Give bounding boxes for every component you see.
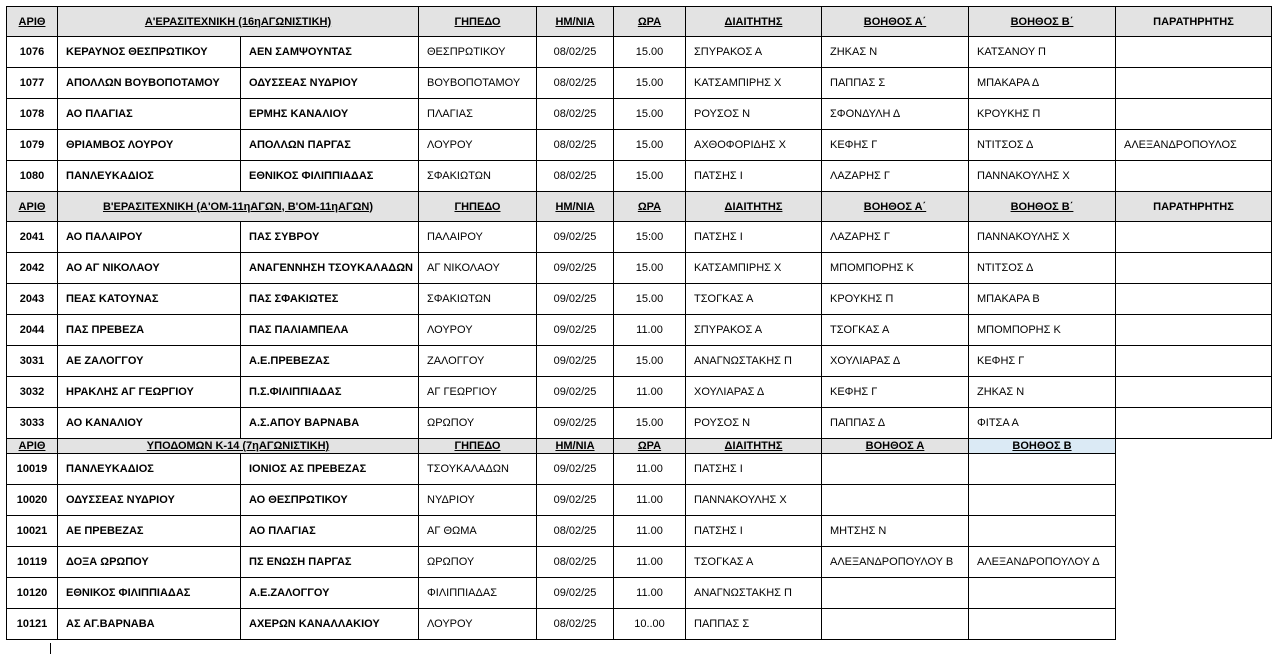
away-team-cell: ΑΟ ΘΕΣΠΡΩΤΙΚΟΥ (241, 485, 419, 516)
match-number-cell: 10119 (7, 547, 58, 578)
observer-cell (1116, 284, 1272, 315)
home-team-cell: ΑΟ ΠΛΑΓΙΑΣ (58, 99, 241, 130)
away-team-cell: ΟΔΥΣΣΕΑΣ ΝΥΔΡΙΟΥ (241, 68, 419, 99)
fixtures-table (6, 6, 1272, 640)
home-team-cell: ΑΠΟΛΛΩΝ ΒΟΥΒΟΠΟΤΑΜΟΥ (58, 68, 241, 99)
header-competition-title: ΥΠΟΔΟΜΩΝ Κ-14 (7ηΑΓΩΝΙΣΤΙΚΗ) (58, 439, 419, 454)
assistant-a-cell: ΛΑΖΑΡΗΣ Γ (822, 161, 969, 192)
match-number-cell: 1080 (7, 161, 58, 192)
header-referee: ΔΙΑΙΤΗΤΗΣ (686, 192, 822, 222)
time-cell: 15.00 (614, 161, 686, 192)
away-team-cell: ΙΟΝΙΟΣ ΑΣ ΠΡΕΒΕΖΑΣ (241, 454, 419, 485)
assistant-b-cell: ΝΤΙΤΣΟΣ Δ (969, 130, 1116, 161)
table-row (7, 578, 1272, 609)
assistant-b-cell: ΚΑΤΣΑΝΟΥ Π (969, 37, 1116, 68)
header-assistant-a: ΒΟΗΘΟΣ Α (822, 439, 969, 454)
assistant-a-cell: ΚΕΦΗΣ Γ (822, 377, 969, 408)
referee-cell: ΠΑΤΣΗΣ Ι (686, 516, 822, 547)
observer-cell (1116, 68, 1272, 99)
assistant-a-cell: ΜΠΟΜΠΟΡΗΣ Κ (822, 253, 969, 284)
venue-cell: ΑΓ ΘΩΜΑ (419, 516, 537, 547)
home-team-cell: ΠΑΝΛΕΥΚΑΔΙΟΣ (58, 161, 241, 192)
section-header-row (7, 439, 1272, 454)
referee-cell: ΑΝΑΓΝΩΣΤΑΚΗΣ Π (686, 346, 822, 377)
header-referee: ΔΙΑΙΤΗΤΗΣ (686, 7, 822, 37)
date-cell: 09/02/25 (537, 454, 614, 485)
assistant-a-cell: ΣΦΟΝΔΥΛΗ Δ (822, 99, 969, 130)
fixtures-spreadsheet (6, 6, 1272, 640)
date-cell: 09/02/25 (537, 408, 614, 439)
venue-cell: ΩΡΩΠΟΥ (419, 408, 537, 439)
assistant-b-cell: ΚΕΦΗΣ Γ (969, 346, 1116, 377)
match-number-cell: 2042 (7, 253, 58, 284)
assistant-b-cell (969, 454, 1116, 485)
venue-cell: ΣΦΑΚΙΩΤΩΝ (419, 161, 537, 192)
observer-cell (1116, 222, 1272, 253)
assistant-b-cell (969, 578, 1116, 609)
header-time: ΩΡΑ (614, 439, 686, 454)
table-row (7, 516, 1272, 547)
assistant-a-cell: ΑΛΕΞΑΝΔΡΟΠΟΥΛΟΥ Β (822, 547, 969, 578)
table-row (7, 284, 1272, 315)
assistant-b-cell (969, 516, 1116, 547)
match-number-cell: 2041 (7, 222, 58, 253)
table-row (7, 377, 1272, 408)
assistant-a-cell: ΧΟΥΛΙΑΡΑΣ Δ (822, 346, 969, 377)
away-team-cell: ΑΕΝ ΣΑΜΨΟΥΝΤΑΣ (241, 37, 419, 68)
away-team-cell: ΠΣ ΕΝΩΣΗ ΠΑΡΓΑΣ (241, 547, 419, 578)
referee-cell: ΚΑΤΣΑΜΠΙΡΗΣ Χ (686, 253, 822, 284)
home-team-cell: ΑΣ ΑΓ.ΒΑΡΝΑΒΑ (58, 609, 241, 640)
referee-cell: ΠΑΤΣΗΣ Ι (686, 161, 822, 192)
header-date: ΗΜ/ΝΙΑ (537, 439, 614, 454)
table-row (7, 408, 1272, 439)
referee-cell: ΠΑΤΣΗΣ Ι (686, 222, 822, 253)
venue-cell: ΤΣΟΥΚΑΛΑΔΩΝ (419, 454, 537, 485)
table-row (7, 346, 1272, 377)
home-team-cell: ΟΔΥΣΣΕΑΣ ΝΥΔΡΙΟΥ (58, 485, 241, 516)
header-num: ΑΡΙΘ (7, 192, 58, 222)
assistant-b-cell: ΠΑΝΝΑΚΟΥΛΗΣ Χ (969, 222, 1116, 253)
away-team-cell: Π.Σ.ΦΙΛΙΠΠΙΑΔΑΣ (241, 377, 419, 408)
date-cell: 09/02/25 (537, 253, 614, 284)
venue-cell: ΛΟΥΡΟΥ (419, 609, 537, 640)
away-team-cell: ΠΑΣ ΠΑΛΙΑΜΠΕΛΑ (241, 315, 419, 346)
referee-cell: ΑΝΑΓΝΩΣΤΑΚΗΣ Π (686, 578, 822, 609)
header-date: ΗΜ/ΝΙΑ (537, 7, 614, 37)
assistant-b-cell (969, 485, 1116, 516)
referee-cell: ΤΣΟΓΚΑΣ Α (686, 547, 822, 578)
referee-cell: ΠΑΠΠΑΣ Σ (686, 609, 822, 640)
venue-cell: ΛΟΥΡΟΥ (419, 130, 537, 161)
table-row (7, 454, 1272, 485)
away-team-cell: ΑΧΕΡΩΝ ΚΑΝΑΛΛΑΚΙΟΥ (241, 609, 419, 640)
time-cell: 11.00 (614, 315, 686, 346)
home-team-cell: ΚΕΡΑΥΝΟΣ ΘΕΣΠΡΩΤΙΚΟΥ (58, 37, 241, 68)
assistant-b-cell: ΑΛΕΞΑΝΔΡΟΠΟΥΛΟΥ Δ (969, 547, 1116, 578)
header-observer: ΠΑΡΑΤΗΡΗΤΗΣ (1116, 192, 1272, 222)
home-team-cell: ΘΡΙΑΜΒΟΣ ΛΟΥΡΟΥ (58, 130, 241, 161)
date-cell: 08/02/25 (537, 130, 614, 161)
time-cell: 11.00 (614, 377, 686, 408)
home-team-cell: ΑΕ ΠΡΕΒΕΖΑΣ (58, 516, 241, 547)
table-row (7, 253, 1272, 284)
assistant-b-cell: ΚΡΟΥΚΗΣ Π (969, 99, 1116, 130)
blank-cell (1116, 485, 1272, 516)
observer-cell (1116, 253, 1272, 284)
assistant-b-cell: ΜΠΑΚΑΡΑ Β (969, 284, 1116, 315)
date-cell: 09/02/25 (537, 377, 614, 408)
header-date: ΗΜ/ΝΙΑ (537, 192, 614, 222)
home-team-cell: ΑΟ ΚΑΝΑΛΙΟΥ (58, 408, 241, 439)
home-team-cell: ΑΟ ΠΑΛΑΙΡΟΥ (58, 222, 241, 253)
away-team-cell: ΕΘΝΙΚΟΣ ΦΙΛΙΠΠΙΑΔΑΣ (241, 161, 419, 192)
assistant-a-cell: ΚΕΦΗΣ Γ (822, 130, 969, 161)
match-number-cell: 2044 (7, 315, 58, 346)
match-number-cell: 3031 (7, 346, 58, 377)
table-row (7, 161, 1272, 192)
header-assistant-b: ΒΟΗΘΟΣ Β (969, 439, 1116, 454)
assistant-b-cell: ΝΤΙΤΣΟΣ Δ (969, 253, 1116, 284)
date-cell: 08/02/25 (537, 547, 614, 578)
observer-cell: ΑΛΕΞΑΝΔΡΟΠΟΥΛΟΣ (1116, 130, 1272, 161)
date-cell: 09/02/25 (537, 346, 614, 377)
observer-cell (1116, 161, 1272, 192)
home-team-cell: ΔΟΞΑ ΩΡΩΠΟΥ (58, 547, 241, 578)
blank-cell (1116, 578, 1272, 609)
date-cell: 09/02/25 (537, 578, 614, 609)
referee-cell: ΑΧΘΟΦΟΡΙΔΗΣ Χ (686, 130, 822, 161)
header-competition-title: Α'ΕΡΑΣΙΤΕΧΝΙΚΗ (16ηΑΓΩΝΙΣΤΙΚΗ) (58, 7, 419, 37)
home-team-cell: ΑΕ ΖΑΛΟΓΓΟΥ (58, 346, 241, 377)
assistant-a-cell (822, 485, 969, 516)
home-team-cell: ΠΕΑΣ ΚΑΤΟΥΝΑΣ (58, 284, 241, 315)
match-number-cell: 10021 (7, 516, 58, 547)
header-competition-title: Β'ΕΡΑΣΙΤΕΧΝΙΚΗ (Α'ΟΜ-11ηΑΓΩΝ, Β'ΟΜ-11ηΑΓΩΝ) (58, 192, 419, 222)
match-number-cell: 10120 (7, 578, 58, 609)
assistant-b-cell (969, 609, 1116, 640)
table-row (7, 485, 1272, 516)
observer-cell (1116, 346, 1272, 377)
header-time: ΩΡΑ (614, 192, 686, 222)
time-cell: 15.00 (614, 130, 686, 161)
time-cell: 11.00 (614, 454, 686, 485)
match-number-cell: 1077 (7, 68, 58, 99)
away-team-cell: ΕΡΜΗΣ ΚΑΝΑΛΙΟΥ (241, 99, 419, 130)
date-cell: 09/02/25 (537, 222, 614, 253)
assistant-a-cell: ΤΣΟΓΚΑΣ Α (822, 315, 969, 346)
header-blank (1116, 439, 1272, 454)
observer-cell (1116, 315, 1272, 346)
time-cell: 11.00 (614, 547, 686, 578)
referee-cell: ΣΠΥΡΑΚΟΣ Α (686, 37, 822, 68)
time-cell: 11.00 (614, 485, 686, 516)
header-assistant-b: ΒΟΗΘΟΣ Β΄ (969, 192, 1116, 222)
time-cell: 15.00 (614, 253, 686, 284)
header-venue: ΓΗΠΕΔΟ (419, 192, 537, 222)
venue-cell: ΒΟΥΒΟΠΟΤΑΜΟΥ (419, 68, 537, 99)
assistant-a-cell: ΠΑΠΠΑΣ Δ (822, 408, 969, 439)
venue-cell: ΑΓ ΓΕΩΡΓΙΟΥ (419, 377, 537, 408)
venue-cell: ΠΛΑΓΙΑΣ (419, 99, 537, 130)
header-venue: ΓΗΠΕΔΟ (419, 439, 537, 454)
time-cell: 15.00 (614, 284, 686, 315)
observer-cell (1116, 408, 1272, 439)
venue-cell: ΠΑΛΑΙΡΟΥ (419, 222, 537, 253)
table-row (7, 609, 1272, 640)
assistant-b-cell: ΦΙΤΣΑ Α (969, 408, 1116, 439)
assistant-b-cell: ΖΗΚΑΣ Ν (969, 377, 1116, 408)
time-cell: 10..00 (614, 609, 686, 640)
away-team-cell: ΠΑΣ ΣΦΑΚΙΩΤΕΣ (241, 284, 419, 315)
table-row (7, 547, 1272, 578)
venue-cell: ΖΑΛΟΓΓΟΥ (419, 346, 537, 377)
match-number-cell: 3033 (7, 408, 58, 439)
time-cell: 11.00 (614, 516, 686, 547)
date-cell: 08/02/25 (537, 516, 614, 547)
time-cell: 15.00 (614, 99, 686, 130)
venue-cell: ΛΟΥΡΟΥ (419, 315, 537, 346)
away-team-cell: ΠΑΣ ΣΥΒΡΟΥ (241, 222, 419, 253)
match-number-cell: 2043 (7, 284, 58, 315)
away-team-cell: Α.Σ.ΑΠΟΥ ΒΑΡΝΑΒΑ (241, 408, 419, 439)
header-venue: ΓΗΠΕΔΟ (419, 7, 537, 37)
venue-cell: ΦΙΛΙΠΠΙΑΔΑΣ (419, 578, 537, 609)
table-row (7, 315, 1272, 346)
blank-cell (1116, 547, 1272, 578)
observer-cell (1116, 377, 1272, 408)
date-cell: 09/02/25 (537, 485, 614, 516)
text-cursor (50, 643, 51, 654)
header-num: ΑΡΙΘ (7, 439, 58, 454)
home-team-cell: ΗΡΑΚΛΗΣ ΑΓ ΓΕΩΡΓΙΟΥ (58, 377, 241, 408)
date-cell: 09/02/25 (537, 284, 614, 315)
referee-cell: ΚΑΤΣΑΜΠΙΡΗΣ Χ (686, 68, 822, 99)
assistant-b-cell: ΜΠΟΜΠΟΡΗΣ Κ (969, 315, 1116, 346)
date-cell: 08/02/25 (537, 37, 614, 68)
match-number-cell: 10019 (7, 454, 58, 485)
referee-cell: ΣΠΥΡΑΚΟΣ Α (686, 315, 822, 346)
time-cell: 11.00 (614, 578, 686, 609)
header-time: ΩΡΑ (614, 7, 686, 37)
time-cell: 15:00 (614, 222, 686, 253)
table-row (7, 68, 1272, 99)
assistant-a-cell: ΛΑΖΑΡΗΣ Γ (822, 222, 969, 253)
match-number-cell: 1078 (7, 99, 58, 130)
away-team-cell: Α.Ε.ΠΡΕΒΕΖΑΣ (241, 346, 419, 377)
date-cell: 08/02/25 (537, 161, 614, 192)
match-number-cell: 1076 (7, 37, 58, 68)
referee-cell: ΡΟΥΣΟΣ Ν (686, 99, 822, 130)
blank-cell (1116, 454, 1272, 485)
blank-cell (1116, 516, 1272, 547)
referee-cell: ΡΟΥΣΟΣ Ν (686, 408, 822, 439)
match-number-cell: 10020 (7, 485, 58, 516)
match-number-cell: 10121 (7, 609, 58, 640)
time-cell: 15.00 (614, 37, 686, 68)
table-row (7, 99, 1272, 130)
table-row (7, 37, 1272, 68)
referee-cell: ΠΑΤΣΗΣ Ι (686, 454, 822, 485)
home-team-cell: ΠΑΝΛΕΥΚΑΔΙΟΣ (58, 454, 241, 485)
time-cell: 15.00 (614, 68, 686, 99)
header-referee: ΔΙΑΙΤΗΤΗΣ (686, 439, 822, 454)
assistant-a-cell: ΠΑΠΠΑΣ Σ (822, 68, 969, 99)
venue-cell: ΩΡΩΠΟΥ (419, 547, 537, 578)
venue-cell: ΑΓ ΝΙΚΟΛΑΟΥ (419, 253, 537, 284)
assistant-a-cell (822, 578, 969, 609)
section-header-row (7, 7, 1272, 37)
time-cell: 15.00 (614, 346, 686, 377)
match-number-cell: 1079 (7, 130, 58, 161)
away-team-cell: Α.Ε.ΖΑΛΟΓΓΟΥ (241, 578, 419, 609)
referee-cell: ΧΟΥΛΙΑΡΑΣ Δ (686, 377, 822, 408)
section-header-row (7, 192, 1272, 222)
home-team-cell: ΑΟ ΑΓ ΝΙΚΟΛΑΟΥ (58, 253, 241, 284)
blank-cell (1116, 609, 1272, 640)
venue-cell: ΝΥΔΡΙΟΥ (419, 485, 537, 516)
observer-cell (1116, 37, 1272, 68)
header-assistant-a: ΒΟΗΘΟΣ Α΄ (822, 192, 969, 222)
away-team-cell: ΑΠΟΛΛΩΝ ΠΑΡΓΑΣ (241, 130, 419, 161)
referee-cell: ΤΣΟΓΚΑΣ Α (686, 284, 822, 315)
referee-cell: ΠΑΝΝΑΚΟΥΛΗΣ Χ (686, 485, 822, 516)
header-assistant-b: ΒΟΗΘΟΣ Β΄ (969, 7, 1116, 37)
table-row (7, 222, 1272, 253)
match-number-cell: 3032 (7, 377, 58, 408)
assistant-a-cell: ΖΗΚΑΣ Ν (822, 37, 969, 68)
away-team-cell: ΑΟ ΠΛΑΓΙΑΣ (241, 516, 419, 547)
date-cell: 08/02/25 (537, 609, 614, 640)
home-team-cell: ΠΑΣ ΠΡΕΒΕΖΑ (58, 315, 241, 346)
away-team-cell: ΑΝΑΓΕΝΝΗΣΗ ΤΣΟΥΚΑΛΑΔΩΝ (241, 253, 419, 284)
table-row (7, 130, 1272, 161)
header-observer: ΠΑΡΑΤΗΡΗΤΗΣ (1116, 7, 1272, 37)
home-team-cell: ΕΘΝΙΚΟΣ ΦΙΛΙΠΠΙΑΔΑΣ (58, 578, 241, 609)
assistant-a-cell: ΜΗΤΣΗΣ Ν (822, 516, 969, 547)
assistant-a-cell (822, 454, 969, 485)
date-cell: 08/02/25 (537, 99, 614, 130)
time-cell: 15.00 (614, 408, 686, 439)
assistant-a-cell (822, 609, 969, 640)
date-cell: 08/02/25 (537, 68, 614, 99)
date-cell: 09/02/25 (537, 315, 614, 346)
assistant-b-cell: ΠΑΝΝΑΚΟΥΛΗΣ Χ (969, 161, 1116, 192)
header-num: ΑΡΙΘ (7, 7, 58, 37)
observer-cell (1116, 99, 1272, 130)
assistant-a-cell: ΚΡΟΥΚΗΣ Π (822, 284, 969, 315)
assistant-b-cell: ΜΠΑΚΑΡΑ Δ (969, 68, 1116, 99)
venue-cell: ΣΦΑΚΙΩΤΩΝ (419, 284, 537, 315)
venue-cell: ΘΕΣΠΡΩΤΙΚΟΥ (419, 37, 537, 68)
header-assistant-a: ΒΟΗΘΟΣ Α΄ (822, 7, 969, 37)
